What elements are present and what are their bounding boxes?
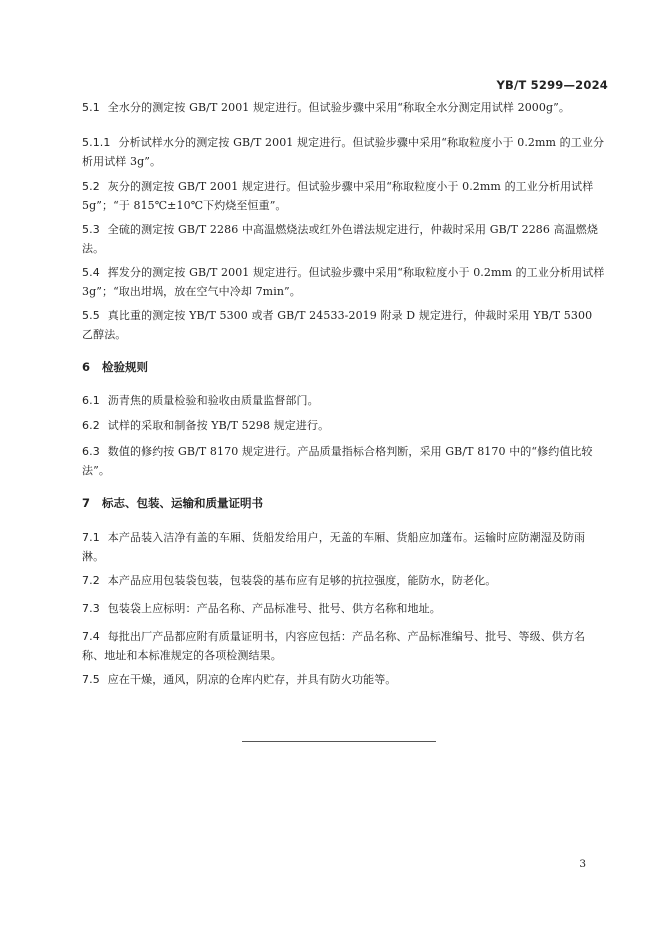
clause-5-3 — [82, 220, 606, 258]
section-number: 7 — [82, 496, 91, 510]
standard-code: YB/T 5299—2024 — [496, 78, 608, 92]
clause-text: 本产品应用包装袋包装，包装袋的基布应有足够的抗拉强度，能防水，防老化。 — [107, 574, 497, 587]
section-6-heading — [82, 359, 148, 375]
clause-6-2 — [82, 416, 606, 435]
clause-number: 5.2 — [82, 180, 100, 193]
end-of-document-rule — [242, 741, 436, 742]
clause-number: 7.4 — [82, 630, 100, 643]
clause-number: 6.1 — [82, 394, 100, 407]
clause-number: 7.3 — [82, 602, 100, 615]
clause-5-1 — [82, 98, 606, 117]
clause-text: 挥发分的测定按 GB/T 2001 规定进行。但试验步骤中采用“称取粒度小于 0.2mm 的工业分析用试样 3g”；“取出坩埚，放在空气中冷却 7min”。 — [82, 266, 605, 298]
clause-5-1-1 — [82, 133, 606, 171]
clause-number: 5.3 — [82, 223, 100, 236]
clause-text: 全水分的测定按 GB/T 2001 规定进行。但试验步骤中采用“称取全水分测定用试样 2000g”。 — [107, 101, 570, 114]
clause-5-4 — [82, 263, 606, 301]
clause-7-1 — [82, 528, 606, 566]
clause-number: 5.1 — [82, 101, 100, 114]
clause-7-2 — [82, 571, 606, 590]
clause-number: 5.4 — [82, 266, 100, 279]
clause-7-4 — [82, 627, 606, 665]
clause-number: 7.5 — [82, 673, 100, 686]
section-7-heading — [82, 495, 263, 511]
clause-text: 应在干燥，通风，阴凉的仓库内贮存，并具有防火功能等。 — [107, 673, 397, 686]
clause-6-3 — [82, 442, 606, 480]
clause-number: 6.3 — [82, 445, 100, 458]
clause-number: 7.1 — [82, 531, 100, 544]
clause-text: 包装袋上应标明：产品名称、产品标准号、批号、供方名称和地址。 — [107, 602, 441, 615]
clause-6-1 — [82, 391, 606, 410]
clause-text: 灰分的测定按 GB/T 2001 规定进行。但试验步骤中采用“称取粒度小于 0.2mm 的工业分析用试样 5g”；“于 815℃±10℃下灼烧至恒重”。 — [82, 180, 594, 212]
clause-text: 全硫的测定按 GB/T 2286 中高温燃烧法或红外色谱法规定进行，仲裁时采用 GB/T 2286 高温燃烧法。 — [82, 223, 598, 255]
page-number: 3 — [579, 858, 586, 870]
clause-text: 沥青焦的质量检验和验收由质量监督部门。 — [107, 394, 319, 407]
clause-5-2 — [82, 177, 606, 215]
clause-text: 每批出厂产品都应附有质量证明书，内容应包括：产品名称、产品标准编号、批号、等级、供方名称、地址和本标准规定的各项检测结果。 — [82, 630, 586, 662]
clause-number: 5.1.1 — [82, 136, 111, 149]
clause-7-5 — [82, 670, 606, 689]
section-title: 标志、包装、运输和质量证明书 — [102, 496, 264, 510]
clause-text: 分析试样水分的测定按 GB/T 2001 规定进行。但试验步骤中采用“称取粒度小于 0.2mm 的工业分析用试样 3g”。 — [82, 136, 605, 168]
clause-number: 5.5 — [82, 309, 100, 322]
section-title: 检验规则 — [102, 360, 149, 374]
clause-text: 本产品装入洁净有盖的车厢、货船发给用户，无盖的车厢、货船应加蓬布。运输时应防潮湿及防雨淋。 — [82, 531, 586, 563]
section-number: 6 — [82, 360, 91, 374]
clause-7-3 — [82, 599, 606, 618]
clause-text: 数值的修约按 GB/T 8170 规定进行。产品质量指标合格判断，采用 GB/T 8170 中的“修约值比较法”。 — [82, 445, 593, 477]
clause-5-5 — [82, 306, 606, 344]
clause-text: 真比重的测定按 YB/T 5300 或者 GB/T 24533-2019 附录 D 规定进行，仲裁时采用 YB/T 5300 乙醇法。 — [82, 309, 593, 341]
clause-number: 7.2 — [82, 574, 100, 587]
clause-number: 6.2 — [82, 419, 100, 432]
clause-text: 试样的采取和制备按 YB/T 5298 规定进行。 — [107, 419, 330, 432]
